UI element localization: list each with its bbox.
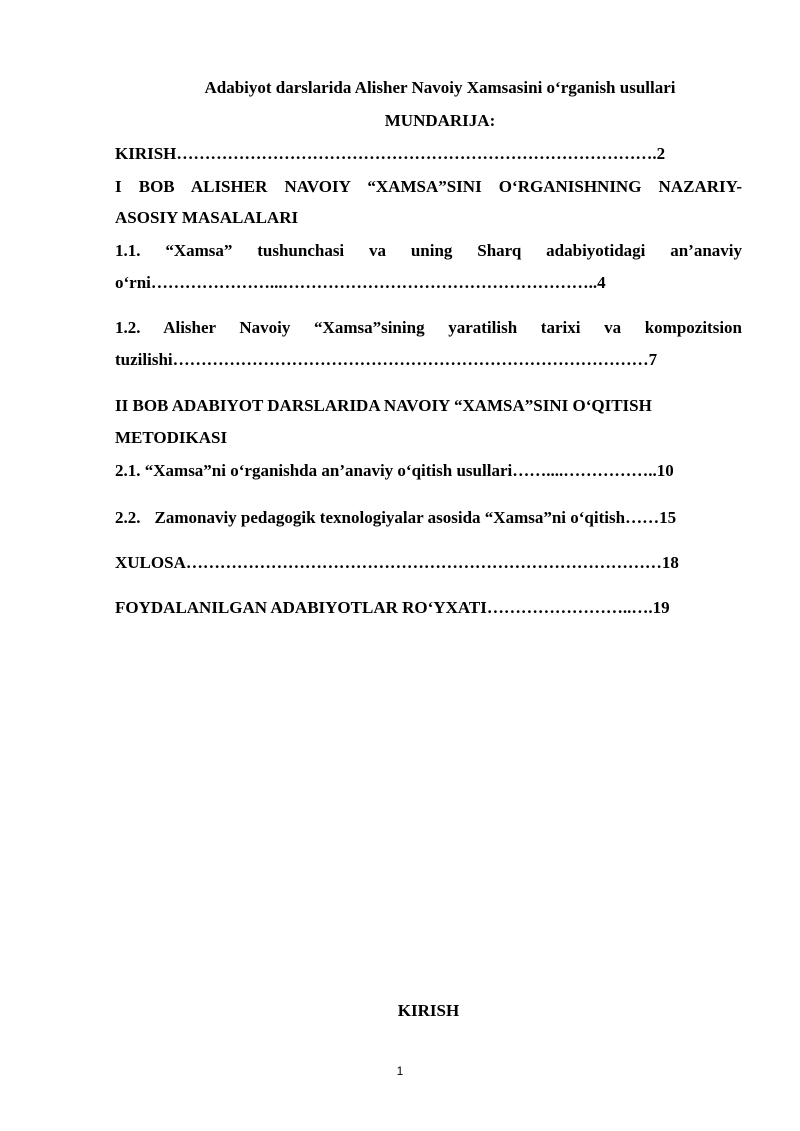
toc-entry-xulosa[interactable]: XULOSA…………………………………………………………………………18 [115, 553, 679, 572]
toc-entry-section-2-2[interactable] [115, 508, 742, 528]
toc-entry-section-1-2-line2[interactable]: tuzilishi…………………………………………………………………………7 [115, 350, 658, 369]
toc-entry-chapter1-line1[interactable]: I BOB ALISHER NAVOIY “XAMSA”SINI O‘RGANISHNING NAZARIY- [115, 177, 742, 196]
toc-entry-section-1-2-line1[interactable]: 1.2. Alisher Navoiy “Xamsa”sining yaratilish tarixi va kompozitsion [115, 318, 742, 337]
toc-entry-chapter2-line1[interactable]: II BOB ADABIYOT DARSLARIDA NAVOIY “XAMSA”SINI O‘QITISH [115, 396, 652, 415]
toc-entry-section-2-1[interactable]: 2.1. “Xamsa”ni o‘rganishda an’anaviy o‘qitish usullari……....……………..10 [115, 461, 674, 480]
toc-entry-section-1-1-line2[interactable]: o‘rni…………………...………………………………………………..4 [115, 273, 606, 292]
toc-entry-section-1-1-line1[interactable]: 1.1. “Xamsa” tushunchasi va uning Sharq adabiyotidagi an’anaviy [115, 241, 742, 260]
toc-entry-chapter2-line2[interactable]: METODIKASI [115, 428, 228, 447]
toc-entry-section-2-2-text: Zamonaviy pedagogik texnologiyalar asosida “Xamsa”ni o‘qitish……15 [154, 508, 677, 527]
toc-entry-kirish[interactable]: KIRISH………………………………………………………………………….2 [115, 144, 666, 163]
contents-heading: MUNDARIJA: [384, 111, 496, 130]
document-title: Adabiyot darslarida Alisher Navoiy Xamsasini o‘rganish usullari [204, 78, 676, 97]
toc-entry-adabiyotlar[interactable]: FOYDALANILGAN ADABIYOTLAR RO‘YXATI……………………..….19 [115, 598, 670, 617]
toc-entry-chapter1-line2[interactable]: ASOSIY MASALALARI [115, 208, 299, 227]
page-number: 1 [396, 1064, 404, 1078]
next-section-heading: KIRISH [397, 1001, 460, 1020]
toc-entry-section-2-2-number: 2.2. [115, 508, 141, 527]
